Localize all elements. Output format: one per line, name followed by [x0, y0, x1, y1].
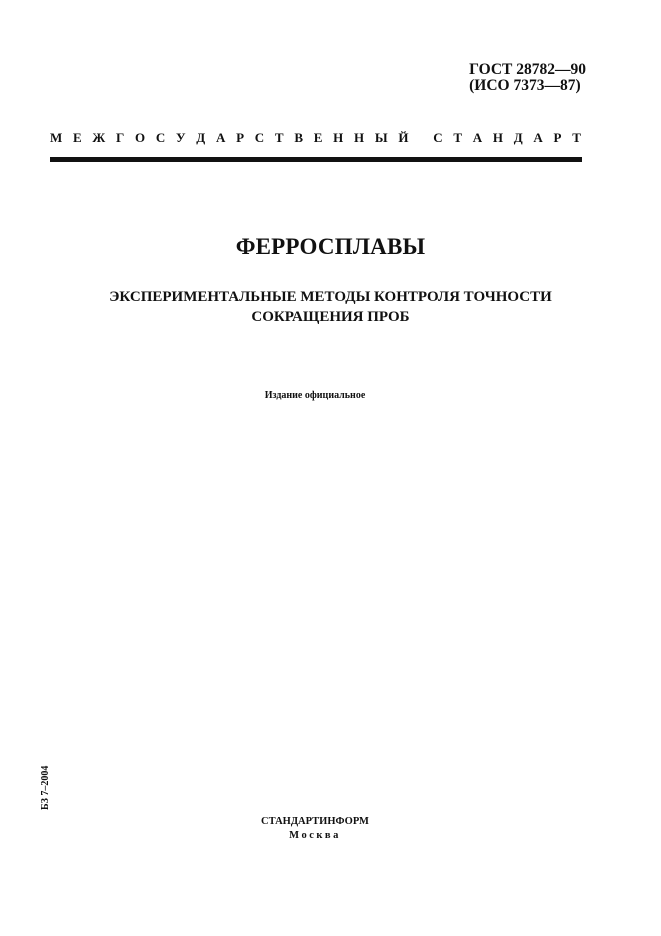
heading-letter: Р — [236, 130, 245, 145]
heading-letter: Ж — [92, 130, 106, 145]
publisher-city: Москва — [289, 830, 341, 841]
heading-letter: Е — [313, 130, 323, 145]
heading-letter: Т — [453, 130, 462, 145]
heading-letter: Т — [572, 130, 581, 145]
heading-letter: Д — [196, 130, 206, 145]
document-title: ФЕРРОСПЛАВЫ — [235, 234, 426, 259]
standard-number: ГОСТ 28782—90 — [469, 61, 586, 78]
standard-type-heading — [50, 130, 581, 146]
iso-reference: (ИСО 7373—87) — [469, 77, 581, 94]
document-subtitle — [0, 287, 661, 327]
heading-letter: Д — [513, 130, 523, 145]
heading-letter: Й — [398, 130, 409, 145]
heading-letter: С — [155, 130, 166, 145]
heading-letter: Н — [492, 130, 503, 145]
side-code: БЗ 7–2004 — [40, 765, 51, 810]
heading-letter: Ы — [374, 130, 388, 145]
publisher-name: СТАНДАРТИНФОРМ — [261, 816, 369, 827]
gost-code-block — [469, 62, 586, 94]
heading-letter: М — [50, 130, 63, 145]
heading-letter: Р — [553, 130, 562, 145]
heading-letter: А — [472, 130, 483, 145]
subtitle-line-2: СОКРАЩЕНИЯ ПРОБ — [251, 309, 410, 325]
publisher-block — [0, 815, 630, 843]
heading-letter: Е — [73, 130, 82, 145]
heading-letter: Г — [116, 130, 125, 145]
heading-letter: А — [533, 130, 543, 145]
heading-letter: О — [135, 130, 146, 145]
heading-letter: Т — [274, 130, 284, 145]
heading-letter: В — [294, 130, 303, 145]
heading-rule — [50, 157, 582, 162]
heading-letter: С — [254, 130, 265, 145]
subtitle-line-1: ЭКСПЕРИМЕНТАЛЬНЫЕ МЕТОДЫ КОНТРОЛЯ ТОЧНОСТИ — [109, 289, 552, 305]
heading-letter: Н — [333, 130, 344, 145]
edition-note: Издание официальное — [264, 390, 366, 401]
heading-letter: С — [433, 130, 443, 145]
heading-letter: Н — [354, 130, 365, 145]
word-gap — [419, 130, 422, 146]
heading-letter: У — [176, 130, 186, 145]
heading-letter: А — [215, 130, 226, 145]
